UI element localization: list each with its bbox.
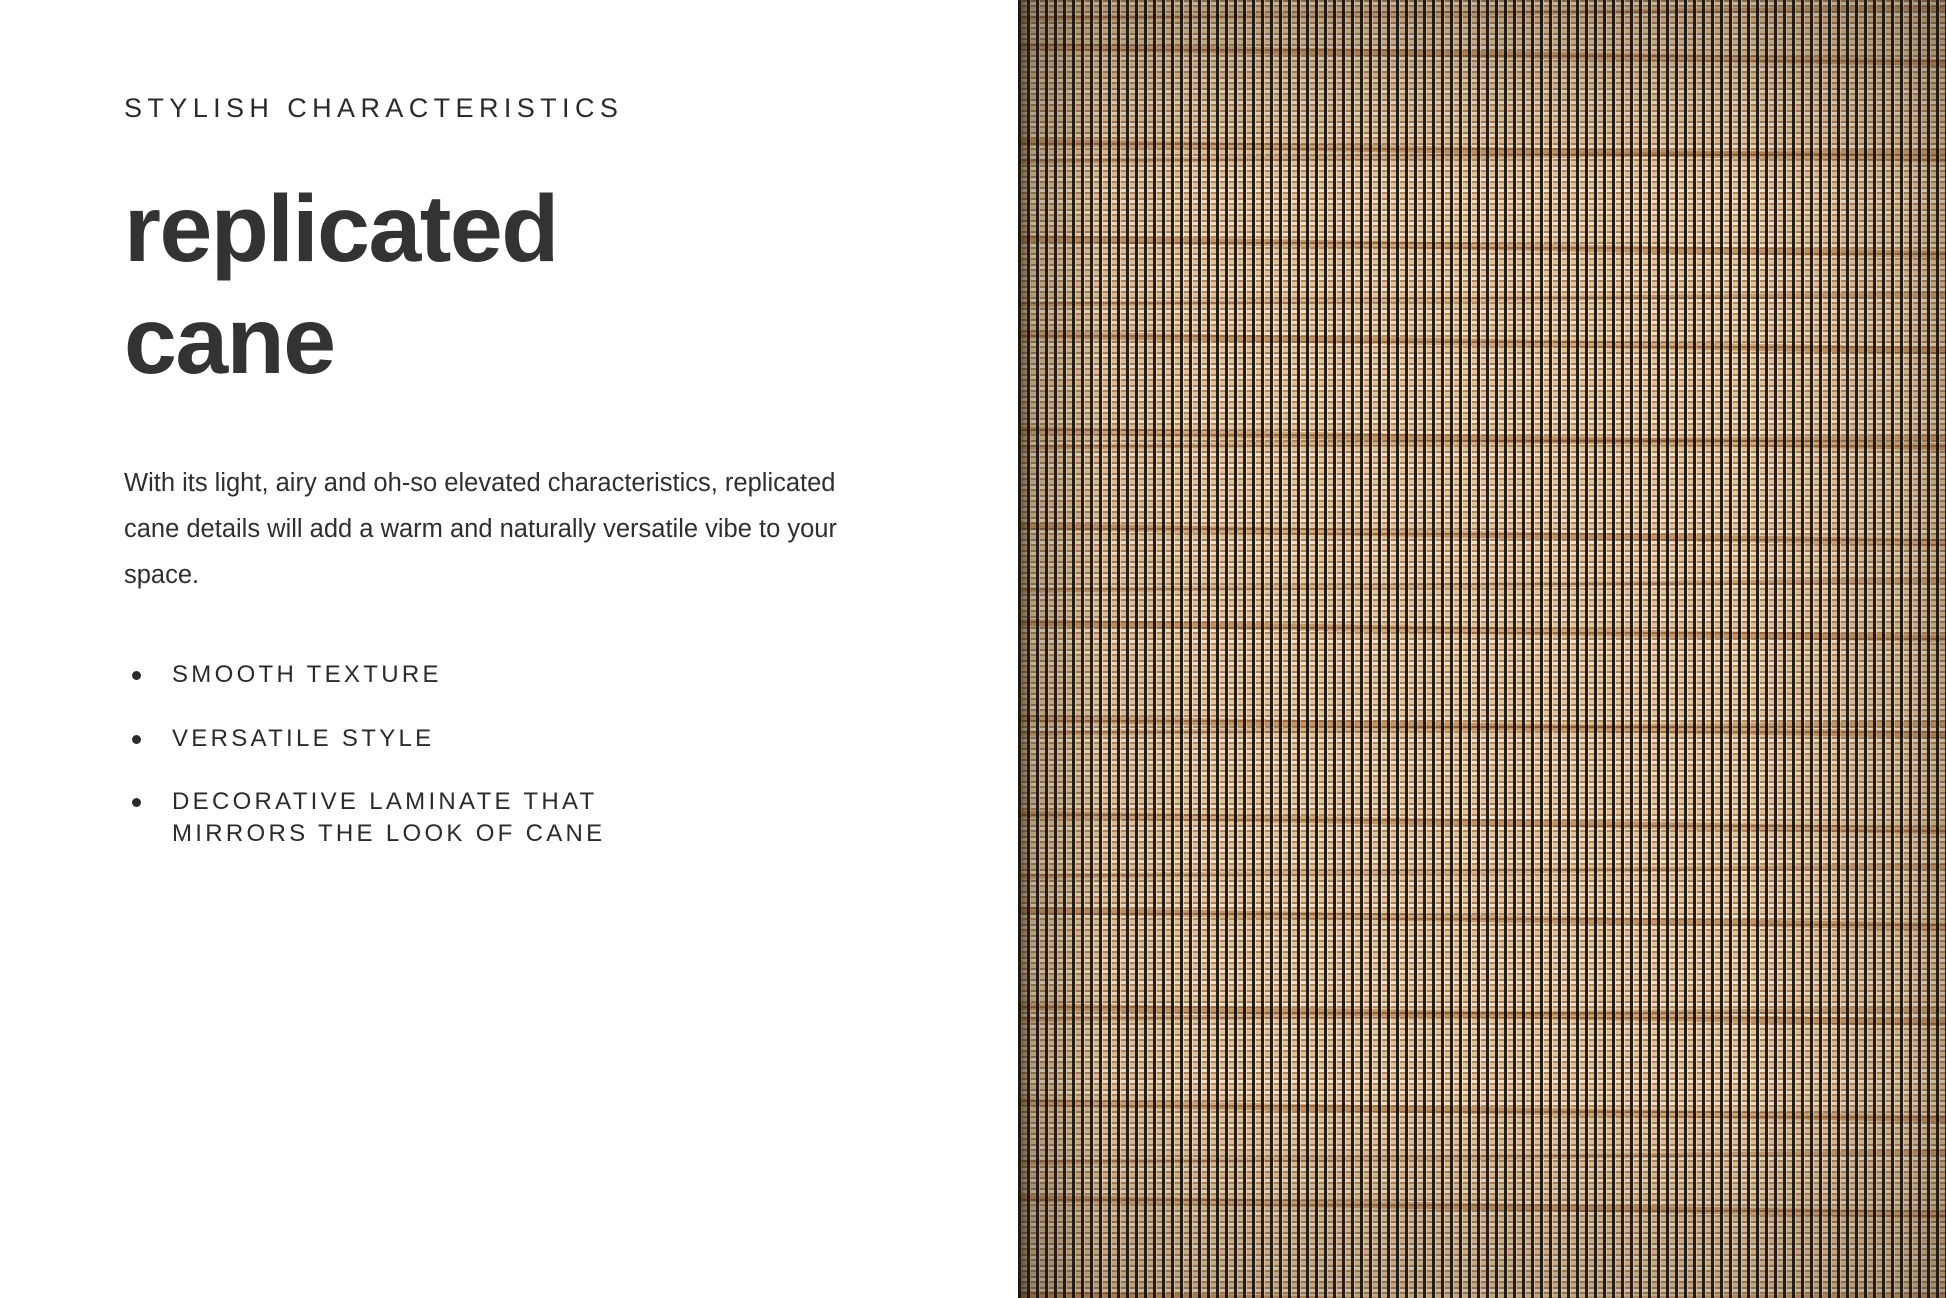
body-paragraph: With its light, airy and oh-so elevated characteristics, replicated cane details will add a warm and naturally versatile vibe to your space. [124,468,837,590]
feature-list [124,659,914,850]
list-item [124,723,914,755]
bullet-dot-icon [132,671,141,680]
headline-line-2: cane [124,287,335,394]
eyebrow-label: STYLISH CHARACTERISTICS [124,93,624,123]
weave-shading-overlay [1018,0,1946,1298]
page-title [124,174,744,396]
cane-texture-image [1018,0,1946,1298]
list-item-label: DECORATIVE LAMINATE THAT [172,788,598,816]
list-item [124,659,914,691]
content-block [124,92,914,850]
bullet-dot-icon [132,798,141,807]
headline-line-1: replicated [124,176,558,283]
bullet-dot-icon [132,735,141,744]
list-item-label: VERSATILE STYLE [172,724,435,752]
list-item [124,786,914,849]
list-item-label-secondary: MIRRORS THE LOOK OF CANE [172,819,606,847]
weave-left-edge-shadow [1018,0,1032,1298]
list-item-label: SMOOTH TEXTURE [172,660,442,688]
